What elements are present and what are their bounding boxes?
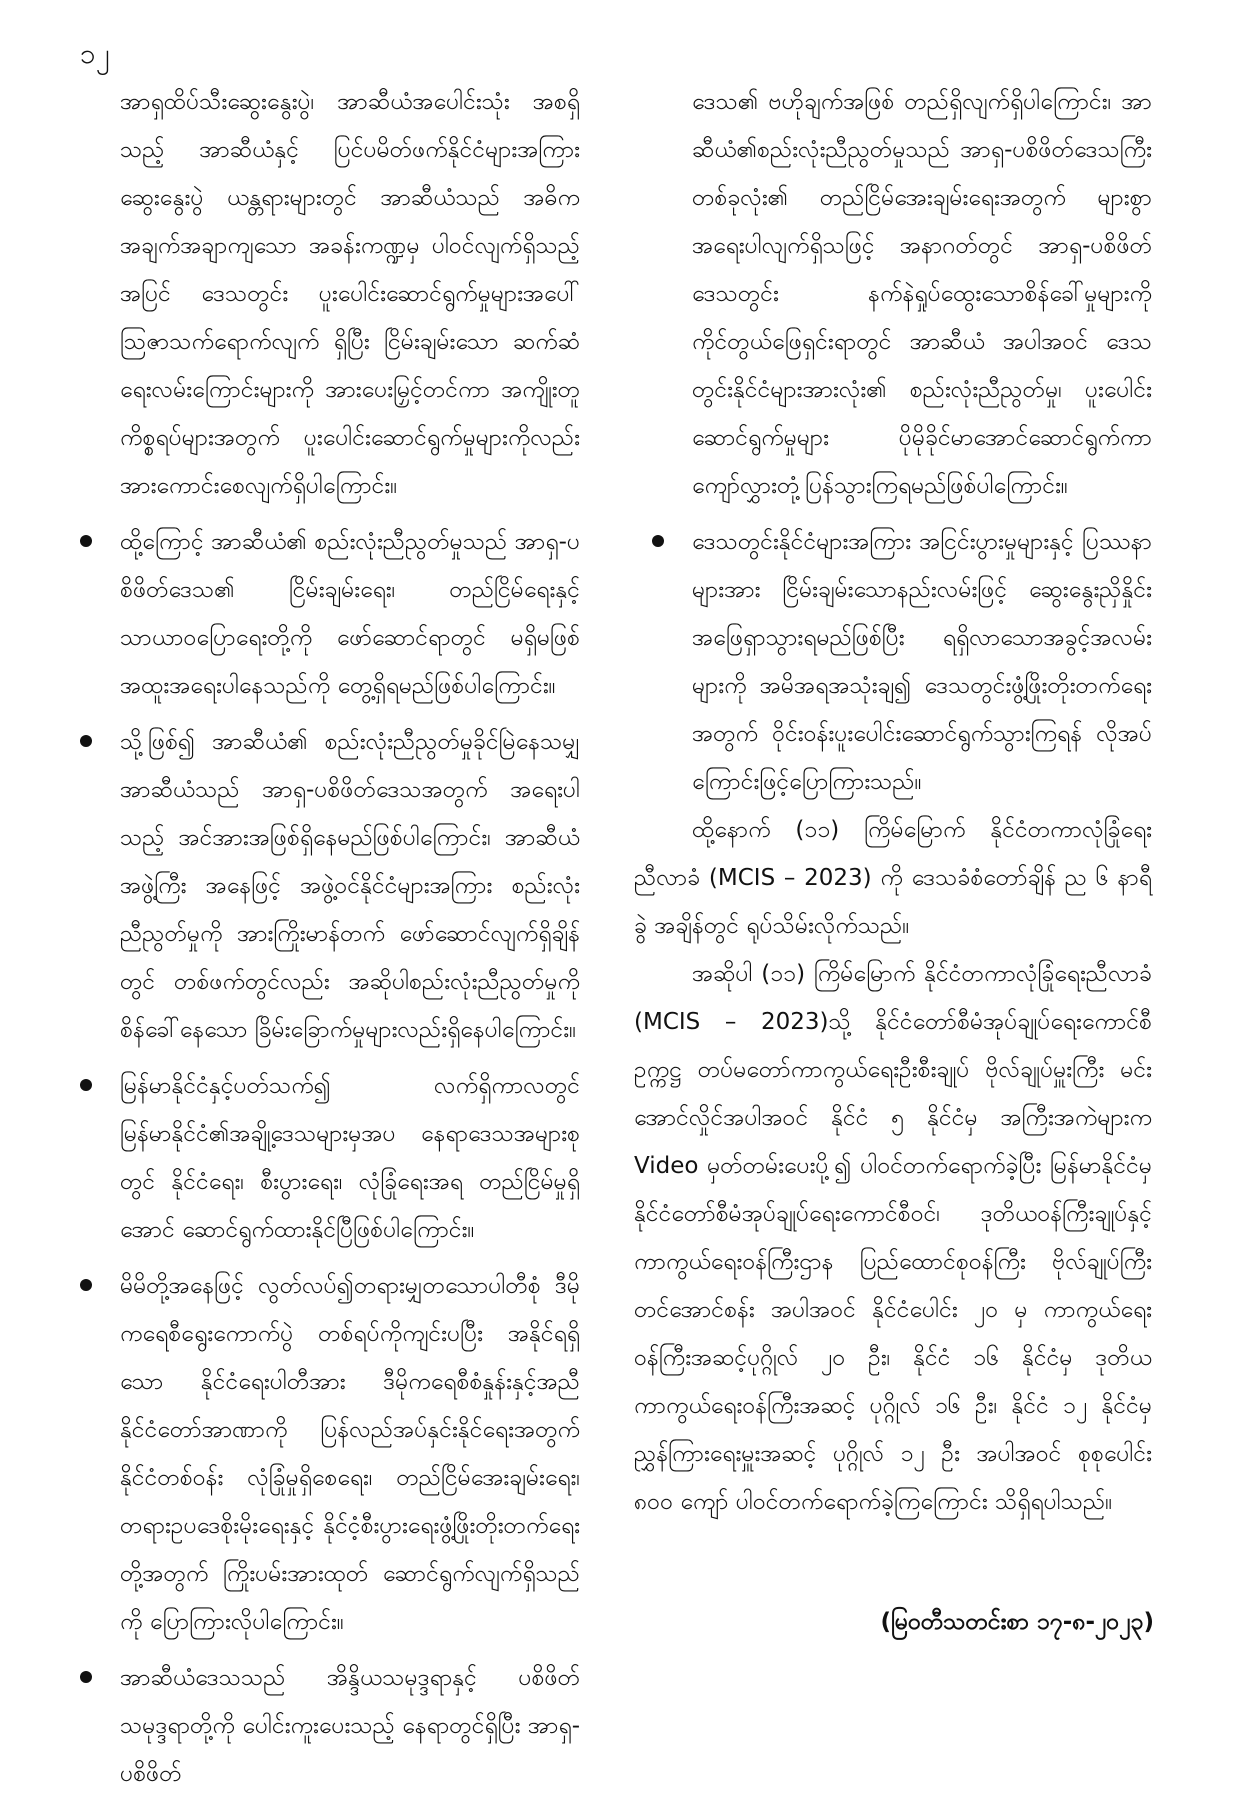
right-column [634, 78, 1152, 1526]
bullet-text: ဒေသတွင်းနိုင်ငံများအကြား အငြင်းပွားမှုများနှင့် ပြဿနာများအား ငြိမ်းချမ်းသောနည်းလမ်းဖြင့် ဆွေးနွေးညှိနှိုင်းအဖြေရှာသွားရမည်ဖြစ်ပြီး ရရှိလာသောအခွင့်အလမ်းများကို အမိအရအသုံးချ၍ ဒေသတွင်းဖွံ့ဖြိုးတိုးတက်ရေးအတွက် ဝိုင်းဝန်းပူးပေါင်းဆောင်ရွက်သွားကြရန် လိုအပ်ကြောင်းဖြင့်ပြောကြားသည်။ [692, 529, 1152, 795]
page-number: ၁၂ [80, 37, 110, 70]
bullet-item [62, 718, 580, 1054]
bullet-item [62, 518, 580, 710]
bullet-dot-icon [80, 735, 92, 747]
left-column [62, 78, 580, 1798]
body-paragraph: အဆိုပါ (၁၁) ကြိမ်မြောက် နိုင်ငံတကာလုံခြုံရေးညီလာခံ (MCIS – 2023)သို့ နိုင်ငံတော်စီမံအုပ်ချုပ်ရေးကောင်စီ ဥက္ကဋ္ဌ တပ်မတော်ကာကွယ်ရေးဦးစီးချုပ် ဗိုလ်ချုပ်မှူးကြီး မင်းအောင်လှိုင်အပါအဝင် နိုင်ငံ ၅ နိုင်ငံမှ အကြီးအကဲများက Video မှတ်တမ်းပေးပို့၍ ပါဝင်တက်ရောက်ခဲ့ပြီး မြန်မာနိုင်ငံမှ နိုင်ငံတော်စီမံအုပ်ချုပ်ရေးကောင်စီဝင်၊ ဒုတိယဝန်ကြီးချုပ်နှင့် ကာကွယ်ရေးဝန်ကြီးဌာန ပြည်ထောင်စုဝန်ကြီး ဗိုလ်ချုပ်ကြီး တင်အောင်စန်း အပါအဝင် နိုင်ငံပေါင်း ၂၀ မှ ကာကွယ်ရေးဝန်ကြီးအဆင့်ပုဂ္ဂိုလ် ၂၀ ဦး၊ နိုင်ငံ ၁၆ နိုင်ငံမှ ဒုတိယကာကွယ်ရေးဝန်ကြီးအဆင့် ပုဂ္ဂိုလ် ၁၆ ဦး၊ နိုင်ငံ ၁၂ နိုင်ငံမှ ညွှန်ကြားရေးမှူးအဆင့် ပုဂ္ဂိုလ် ၁၂ ဦး အပါအဝင် စုစုပေါင်း ၈၀၀ ကျော် ပါဝင်တက်ရောက်ခဲ့ကြကြောင်း သိရှိရပါသည်။ [634, 961, 1152, 1515]
bullet-item [62, 1654, 580, 1798]
bullet-dot-icon [80, 1079, 92, 1091]
bullet-text: သို့ဖြစ်၍ အာဆီယံ၏ စည်းလုံးညီညွတ်မှုခိုင်မြဲနေသမျှ အာဆီယံသည် အာရှ-ပစိဖိတ်ဒေသအတွက် အရေးပါသည့် အင်အားအဖြစ်ရှိနေမည်ဖြစ်ပါကြောင်း၊ အာဆီယံအဖွဲ့ကြီး အနေဖြင့် အဖွဲ့ဝင်နိုင်ငံများအကြား စည်းလုံးညီညွတ်မှုကို အားကြိုးမာန်တက် ဖော်ဆောင်လျက်ရှိချိန်တွင် တစ်ဖက်တွင်လည်း အဆိုပါစည်းလုံးညီညွတ်မှုကို စိန်ခေါ်နေသော ခြိမ်းခြောက်မှုများလည်းရှိနေပါကြောင်း။ [120, 729, 580, 1043]
bullet-dot-icon [80, 535, 92, 547]
continuation-paragraph: ဒေသ၏ ဗဟိုချက်အဖြစ် တည်ရှိလျက်ရှိပါကြောင်း၊ အာဆီယံ၏စည်းလုံးညီညွတ်မှုသည် အာရှ-ပစိဖိတ်ဒေသကြီး တစ်ခုလုံး၏ တည်ငြိမ်အေးချမ်းရေးအတွက် များစွာအရေးပါလျက်ရှိသဖြင့် အနာဂတ်တွင် အာရှ-ပစိဖိတ်ဒေသတွင်း နက်နဲရှုပ်ထွေးသောစိန်ခေါ်မှုများကို ကိုင်တွယ်ဖြေရှင်းရာတွင် အာဆီယံ အပါအဝင် ဒေသတွင်းနိုင်ငံများအားလုံး၏ စည်းလုံးညီညွတ်မှု၊ ပူးပေါင်းဆောင်ရွက်မှုများ ပိုမိုခိုင်မာအောင်ဆောင်ရွက်ကာ ကျော်လွှားတုံ့ပြန်သွားကြရမည်ဖြစ်ပါကြောင်း။ [692, 89, 1152, 499]
bullet-text: အာဆီယံဒေသသည် အိန္ဒိယသမုဒ္ဒရာနှင့် ပစိဖိတ်သမုဒ္ဒရာတို့ကို ပေါင်းကူးပေးသည့် နေရာတွင်ရှိပြီး အာရှ-ပစိဖိတ် [120, 1665, 580, 1787]
bullet-item [62, 1262, 580, 1646]
bullet-dot-icon [80, 1671, 92, 1683]
bullet-item [634, 518, 1152, 806]
bullet-text: ထို့ကြောင့် အာဆီယံ၏ စည်းလုံးညီညွတ်မှုသည် အာရှ-ပစိဖိတ်ဒေသ၏ ငြိမ်းချမ်းရေး၊ တည်ငြိမ်ရေးနှင့် သာယာဝပြောရေးတို့ကို ဖော်ဆောင်ရာတွင် မရှိမဖြစ် အထူးအရေးပါနေသည်ကို တွေ့ရှိရမည်ဖြစ်ပါကြောင်း။ [120, 529, 580, 699]
bullet-text: မြန်မာနိုင်ငံနှင့်ပတ်သက်၍ လက်ရှိကာလတွင် မြန်မာနိုင်ငံ၏အချို့ဒေသများမှအပ နေရာဒေသအများစုတွင် နိုင်ငံရေး၊ စီးပွားရေး၊ လုံခြုံရေးအရ တည်ငြိမ်မှုရှိအောင် ဆောင်ရွက်ထားနိုင်ပြီဖြစ်ပါကြောင်း။ [120, 1073, 580, 1243]
bullet-text: မိမိတို့အနေဖြင့် လွတ်လပ်၍တရားမျှတသောပါတီစုံ ဒီမိုကရေစီရွေးကောက်ပွဲ တစ်ရပ်ကိုကျင်းပပြီး အနိုင်ရရှိသော နိုင်ငံရေးပါတီအား ဒီမိုကရေစီစံနှုန်းနှင့်အညီ နိုင်ငံတော်အာဏာကို ပြန်လည်အပ်နှင်းနိုင်ရေးအတွက် နိုင်ငံတစ်ဝန်း လုံခြုံမှုရှိစေရေး၊ တည်ငြိမ်အေးချမ်းရေး၊ တရားဥပဒေစိုးမိုးရေးနှင့် နိုင်ငံ့စီးပွားရေးဖွံ့ဖြိုးတိုးတက်ရေးတို့အတွက် ကြိုးပမ်းအားထုတ် ဆောင်ရွက်လျက်ရှိသည်ကို ပြောကြားလိုပါကြောင်း။ [120, 1273, 580, 1635]
bullet-dot-icon [652, 535, 664, 547]
source-citation: (မြဝတီသတင်းစာ ၁၇-၈-၂၀၂၃) [880, 1609, 1154, 1635]
bullet-item [62, 1062, 580, 1254]
intro-paragraph: အာရှထိပ်သီးဆွေးနွေးပွဲ၊ အာဆီယံအပေါင်းသုံး အစရှိသည့် အာဆီယံနှင့် ပြင်ပမိတ်ဖက်နိုင်ငံများအကြားဆွေးနွေးပွဲ ယန္တရားများတွင် အာဆီယံသည် အဓိကအချက်အချာကျသော အခန်းကဏ္ဍမှ ပါဝင်လျက်ရှိသည့်အပြင် ဒေသတွင်း ပူးပေါင်းဆောင်ရွက်မှုများအပေါ် ဩဇာသက်ရောက်လျက် ရှိပြီး ငြိမ်းချမ်းသော ဆက်ဆံရေးလမ်းကြောင်းများကို အားပေးမြှင့်တင်ကာ အကျိုးတူကိစ္စရပ်များအတွက် ပူးပေါင်းဆောင်ရွက်မှုများကိုလည်း အားကောင်းစေလျက်ရှိပါကြောင်း။ [120, 89, 580, 499]
body-paragraph: ထို့နောက် (၁၁) ကြိမ်မြောက် နိုင်ငံတကာလုံခြုံရေးညီလာခံ (MCIS – 2023) ကို ဒေသခံစံတော်ချိန် ည ၆ နာရီခွဲ အချိန်တွင် ရုပ်သိမ်းလိုက်သည်။ [634, 817, 1152, 939]
bullet-dot-icon [80, 1279, 92, 1291]
